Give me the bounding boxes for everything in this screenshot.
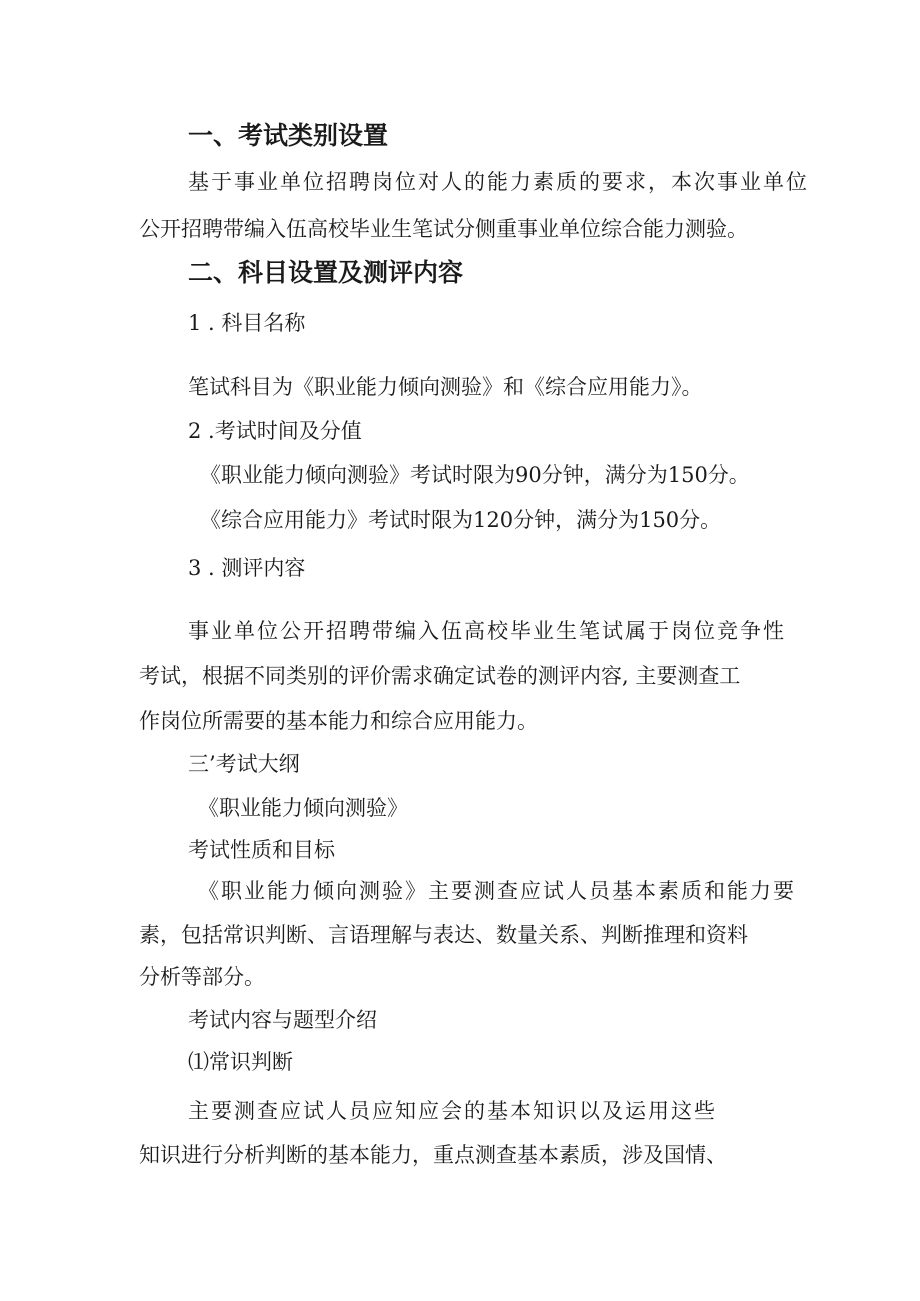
item-1-para-line-1: 主要测查应试人员应知应会的基本知识以及运用这些 bbox=[188, 1099, 717, 1123]
exam-nature-title: 考试性质和目标 bbox=[188, 838, 335, 862]
exam-nature-para-line-2: 素，包括常识判断、言语理解与表达、数量关系、判断推理和资料 bbox=[139, 923, 748, 947]
item-1-title: ⑴常识判断 bbox=[188, 1050, 293, 1074]
section-1-para-line-1: 基于事业单位招聘岗位对人的能力素质的要求，本次事业单位 bbox=[188, 170, 809, 194]
subsection-2-title: 2 .考试时间及分值 bbox=[188, 419, 362, 443]
exam-content-title: 考试内容与题型介绍 bbox=[188, 1008, 377, 1032]
subsection-2-line-2: 《综合应用能力》考试时限为120分钟，满分为150分。 bbox=[200, 508, 722, 532]
section-1-heading: 一、考试类别设置 bbox=[188, 121, 389, 150]
subsection-2-line-1: 《职业能力倾向测验》考试时限为90分钟，满分为150分。 bbox=[200, 463, 750, 487]
item-1-para-line-2: 知识进行分析判断的基本能力，重点测查基本素质，涉及国情、 bbox=[139, 1143, 727, 1167]
subsection-1-title: 1 . 科目名称 bbox=[188, 311, 306, 335]
subsection-3-para-line-1: 事业单位公开招聘带编入伍高校毕业生笔试属于岗位竞争性 bbox=[188, 619, 786, 643]
subsection-1-text: 笔试科目为《职业能力倾向测验》和《综合应用能力》。 bbox=[188, 375, 703, 399]
exam-nature-para-line-1: 《职业能力倾向测验》主要测查应试人员基本素质和能力要 bbox=[198, 879, 796, 903]
section-2-heading: 二、科目设置及测评内容 bbox=[188, 258, 464, 287]
section-1-para-line-2: 公开招聘带编入伍高校毕业生笔试分侧重事业单位综合能力测验。 bbox=[139, 217, 748, 241]
subsection-3-para-line-3: 作岗位所需要的基本能力和综合应用能力。 bbox=[139, 709, 538, 733]
outline-book-title: 《职业能力倾向测验》 bbox=[198, 796, 408, 820]
section-3-heading: 三’考试大纲 bbox=[188, 752, 300, 776]
subsection-3-para-line-2: 考试，根据不同类别的评价需求确定试卷的测评内容, 主要测查工 bbox=[139, 664, 741, 688]
exam-nature-para-line-3: 分析等部分。 bbox=[139, 965, 265, 989]
subsection-3-title: 3 . 测评内容 bbox=[188, 556, 306, 580]
